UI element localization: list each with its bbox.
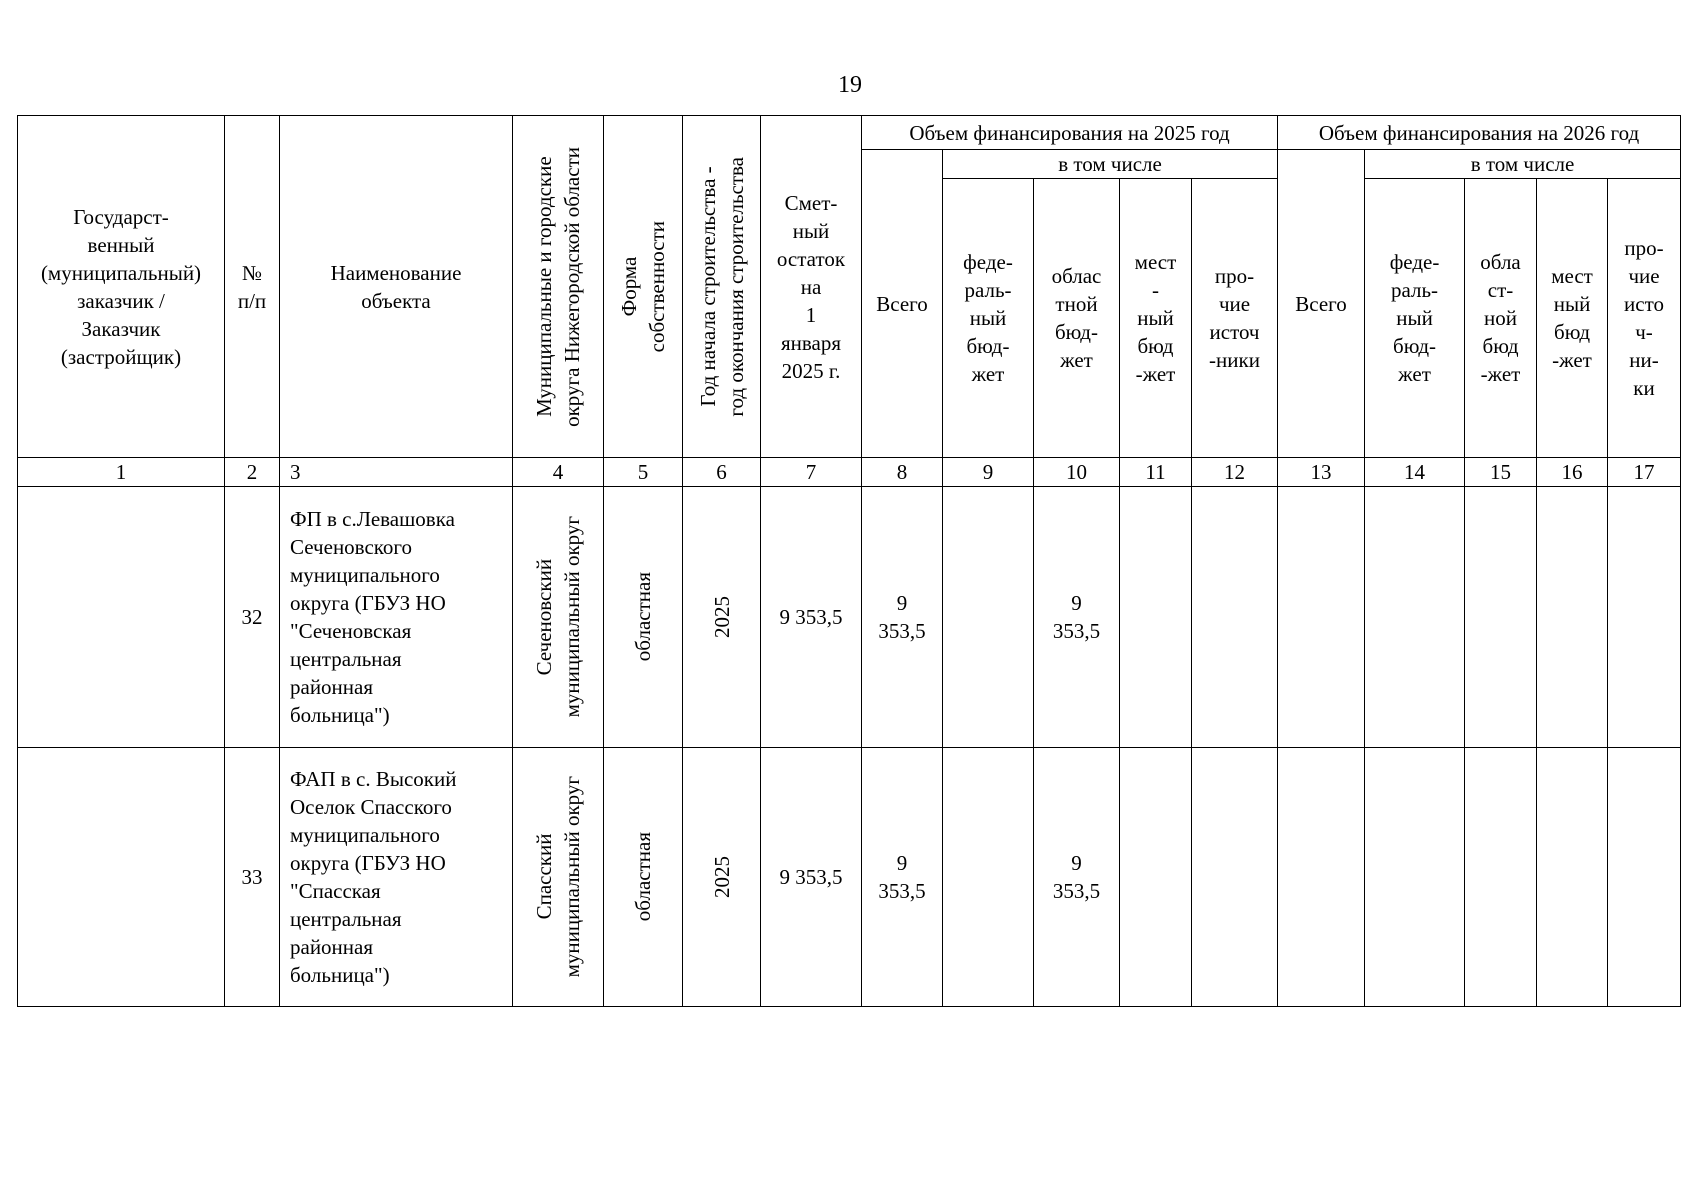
cell-customer (18, 748, 225, 1007)
cell-federal-2025 (943, 487, 1034, 748)
col-number: 2 (225, 458, 280, 487)
cell-regional-2025: 9 353,5 (1034, 487, 1120, 748)
cell-estimate: 9 353,5 (761, 487, 862, 748)
header-object-name: Наименование объекта (280, 116, 513, 458)
header-other-2025: про- чие источ -ники (1192, 179, 1278, 458)
cell-regional-2025: 9 353,5 (1034, 748, 1120, 1007)
cell-local-2025 (1120, 487, 1192, 748)
col-number: 15 (1465, 458, 1537, 487)
header-municipal: Муниципальные и городские округа Нижегородской области (513, 116, 604, 458)
header-local-2025: мест - ный бюд -жет (1120, 179, 1192, 458)
header-customer: Государст- венный (муниципальный) заказчик / Заказчик (застройщик) (18, 116, 225, 458)
financing-table (17, 115, 1681, 1007)
col-number: 12 (1192, 458, 1278, 487)
cell-total-2026 (1278, 487, 1365, 748)
cell-local-2025 (1120, 748, 1192, 1007)
cell-other-2026 (1608, 487, 1681, 748)
col-number: 17 (1608, 458, 1681, 487)
header-num: № п/п (225, 116, 280, 458)
header-including-2025: в том числе (943, 150, 1278, 179)
header-fin-2026: Объем финансирования на 2026 год (1278, 116, 1681, 150)
col-number: 14 (1365, 458, 1465, 487)
header-estimate: Смет- ный остаток на 1 января 2025 г. (761, 116, 862, 458)
cell-federal-2026 (1365, 487, 1465, 748)
header-regional-2026: обла ст- ной бюд -жет (1465, 179, 1537, 458)
cell-local-2026 (1537, 748, 1608, 1007)
table-row (18, 487, 1681, 748)
header-ownership: Форма собственности (604, 116, 683, 458)
header-total-2025: Всего (862, 150, 943, 458)
table-row (18, 748, 1681, 1007)
header-total-2026: Всего (1278, 150, 1365, 458)
cell-num: 33 (225, 748, 280, 1007)
cell-years: 2025 (683, 487, 761, 748)
cell-other-2026 (1608, 748, 1681, 1007)
cell-ownership: областная (604, 748, 683, 1007)
cell-federal-2025 (943, 748, 1034, 1007)
cell-object-name: ФАП в с. Высокий Оселок Спасского муниципального округа (ГБУЗ НО "Спасская центральная районная больница") (280, 748, 513, 1007)
col-number: 5 (604, 458, 683, 487)
col-number: 10 (1034, 458, 1120, 487)
col-number: 8 (862, 458, 943, 487)
cell-municipal: Сеченовский муниципальный округ (513, 487, 604, 748)
header-years: Год начала строительства - год окончания строительства (683, 116, 761, 458)
cell-regional-2026 (1465, 487, 1537, 748)
cell-object-name: ФП в с.Левашовка Сеченовского муниципального округа (ГБУЗ НО "Сеченовская центральная районная больница") (280, 487, 513, 748)
cell-ownership: областная (604, 487, 683, 748)
col-number: 9 (943, 458, 1034, 487)
cell-years: 2025 (683, 748, 761, 1007)
col-number: 16 (1537, 458, 1608, 487)
cell-total-2025: 9 353,5 (862, 748, 943, 1007)
page-number: 19 (838, 72, 862, 98)
col-number: 1 (18, 458, 225, 487)
cell-customer (18, 487, 225, 748)
col-number: 13 (1278, 458, 1365, 487)
header-local-2026: мест ный бюд -жет (1537, 179, 1608, 458)
cell-total-2025: 9 353,5 (862, 487, 943, 748)
col-number: 4 (513, 458, 604, 487)
col-number: 3 (280, 458, 513, 487)
header-other-2026: про- чие исто ч- ни- ки (1608, 179, 1681, 458)
col-number: 6 (683, 458, 761, 487)
col-number: 7 (761, 458, 862, 487)
header-regional-2025: облас тной бюд- жет (1034, 179, 1120, 458)
cell-estimate: 9 353,5 (761, 748, 862, 1007)
header-federal-2026: феде- раль- ный бюд- жет (1365, 179, 1465, 458)
cell-other-2025 (1192, 487, 1278, 748)
cell-other-2025 (1192, 748, 1278, 1007)
cell-total-2026 (1278, 748, 1365, 1007)
header-federal-2025: феде- раль- ный бюд- жет (943, 179, 1034, 458)
cell-num: 32 (225, 487, 280, 748)
cell-regional-2026 (1465, 748, 1537, 1007)
header-fin-2025: Объем финансирования на 2025 год (862, 116, 1278, 150)
cell-local-2026 (1537, 487, 1608, 748)
column-numbers-row (18, 458, 1681, 487)
cell-federal-2026 (1365, 748, 1465, 1007)
header-including-2026: в том числе (1365, 150, 1681, 179)
cell-municipal: Спасский муниципальный округ (513, 748, 604, 1007)
col-number: 11 (1120, 458, 1192, 487)
